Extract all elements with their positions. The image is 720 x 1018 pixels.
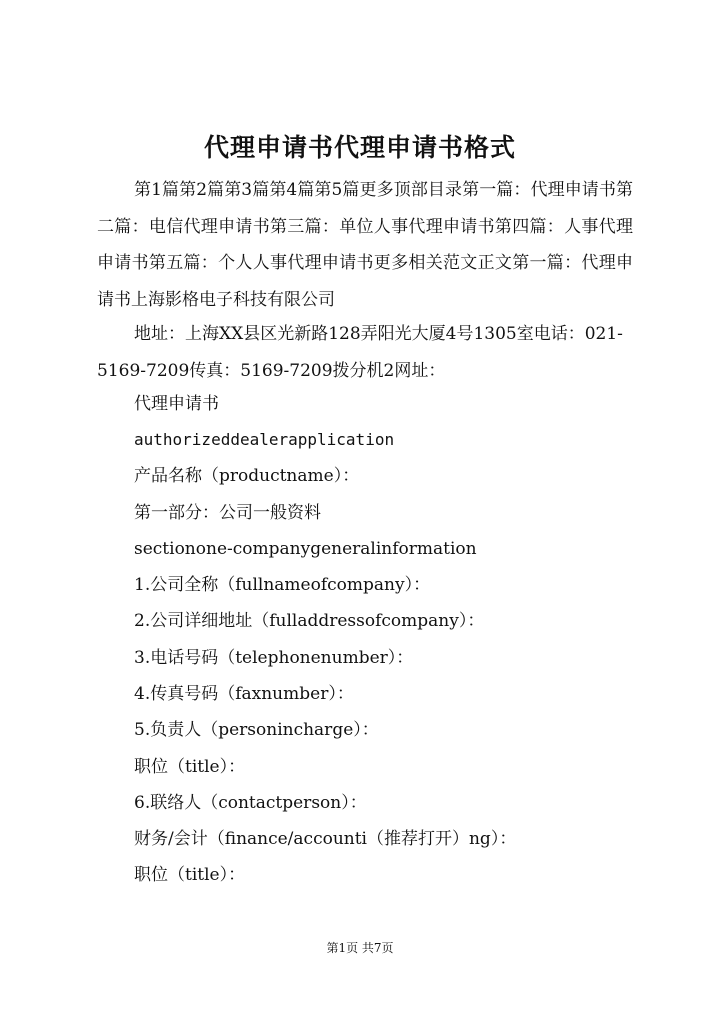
intro-paragraph: 第1篇第2篇第3篇第4篇第5篇更多顶部目录第一篇：代理申请书第二篇：电信代理申请书第三篇：单位人事代理申请书第四篇：人事代理申请书第五篇：个人人事代理申请书更多相关范文正文第一篇：代理申请书上海影格电子科技有限公司 [97,180,633,310]
body-line: 1.公司全称（fullnameofcompany）： [134,575,431,595]
body-line: 3.电话号码（telephonenumber）： [134,648,414,668]
body-line: 职位（title）： [134,865,246,885]
body-line: 职位（title）： [134,757,246,777]
address-paragraph: 地址：上海XX县区光新路128弄阳光大厦4号1305室电话：021-5169-7209传真：5169-7209拨分机2网址： [97,324,623,381]
document-title: 代理申请书代理申请书格式 [203,133,516,162]
body-line: 5.负责人（personincharge）： [134,720,379,740]
body-line: sectionone-companygeneralinformation [134,539,477,559]
body-line: 4.传真号码（faxnumber）： [134,684,354,704]
body-line: 财务/会计（finance/accounti（推荐打开）ng）： [134,829,517,849]
body-line: authorizeddealerapplication [134,430,395,449]
body-line: 第一部分：公司一般资料 [134,503,321,523]
body-line: 2.公司详细地址（fulladdressofcompany）： [134,611,485,631]
page-number: 第1页 共7页 [326,941,394,955]
body-line: 产品名称（productname）： [134,466,360,486]
body-line: 代理申请书 [134,394,219,414]
body-line: 6.联络人（contactperson）： [134,793,367,813]
